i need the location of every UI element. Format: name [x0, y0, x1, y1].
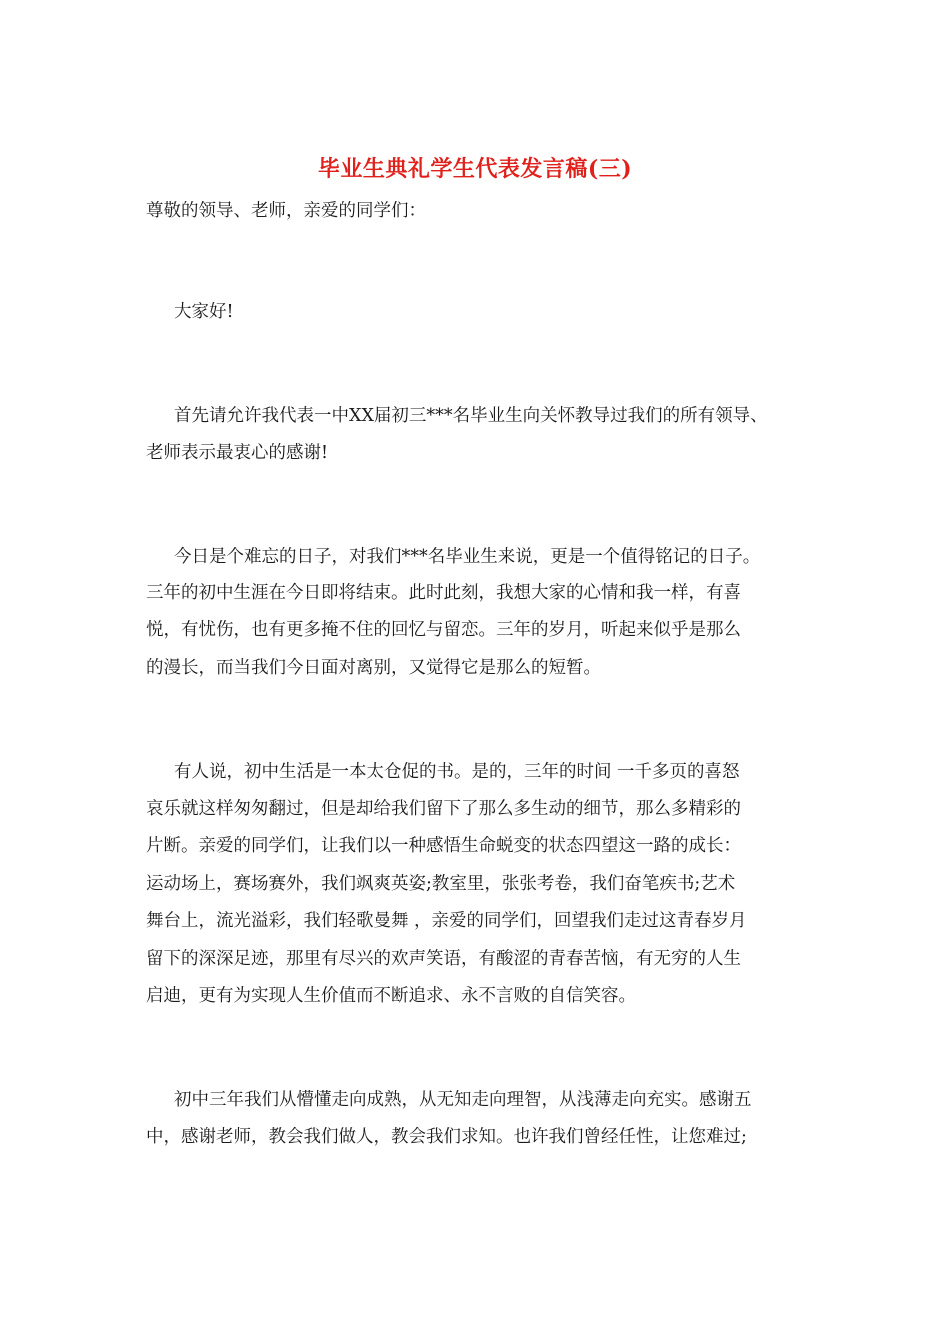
paragraph-line: 悦，有忧伤，也有更多掩不住的回忆与留恋。三年的岁月，听起来似乎是那么 — [146, 620, 741, 640]
paragraph-line: 首先请允许我代表一中XX届初三***名毕业生向关怀教导过我们的所有领导、 — [174, 406, 768, 426]
paragraph-line: 三年的初中生涯在今日即将结束。此时此刻，我想大家的心情和我一样，有喜 — [146, 583, 741, 603]
paragraph-line: 初中三年我们从懵懂走向成熟，从无知走向理智，从浅薄走向充实。感谢五 — [174, 1090, 752, 1110]
paragraph-line: 老师表示最衷心的感谢! — [146, 443, 329, 463]
paragraph-line: 中，感谢老师，教会我们做人，教会我们求知。也许我们曾经任性，让您难过; — [146, 1127, 747, 1147]
greeting: 大家好! — [174, 302, 234, 322]
paragraph-line: 今日是个难忘的日子，对我们***名毕业生来说，更是一个值得铭记的日子。 — [174, 547, 761, 567]
salutation: 尊敬的领导、老师，亲爱的同学们： — [146, 201, 426, 221]
paragraph-line: 舞台上，流光溢彩，我们轻歌曼舞 ，亲爱的同学们，回望我们走过这青春岁月 — [146, 911, 747, 931]
paragraph-line: 的漫长，而当我们今日面对离别，又觉得它是那么的短暂。 — [146, 658, 601, 678]
paragraph-line: 留下的深深足迹，那里有尽兴的欢声笑语，有酸涩的青春苦恼，有无穷的人生 — [146, 949, 741, 969]
paragraph-line: 哀乐就这样匆匆翻过，但是却给我们留下了那么多生动的细节，那么多精彩的 — [146, 799, 741, 819]
paragraph-line: 启迪，更有为实现人生价值而不断追求、永不言败的自信笑容。 — [146, 986, 636, 1006]
paragraph-line: 有人说，初中生活是一本太仓促的书。是的，三年的时间 一千多页的喜怒 — [174, 762, 740, 782]
paragraph-line: 运动场上，赛场赛外，我们飒爽英姿;教室里，张张考卷，我们奋笔疾书;艺术 — [146, 874, 736, 894]
document-title: 毕业生典礼学生代表发言稿(三) — [317, 156, 633, 182]
paragraph-line: 片断。亲爱的同学们，让我们以一种感悟生命蜕变的状态四望这一路的成长： — [146, 836, 741, 856]
